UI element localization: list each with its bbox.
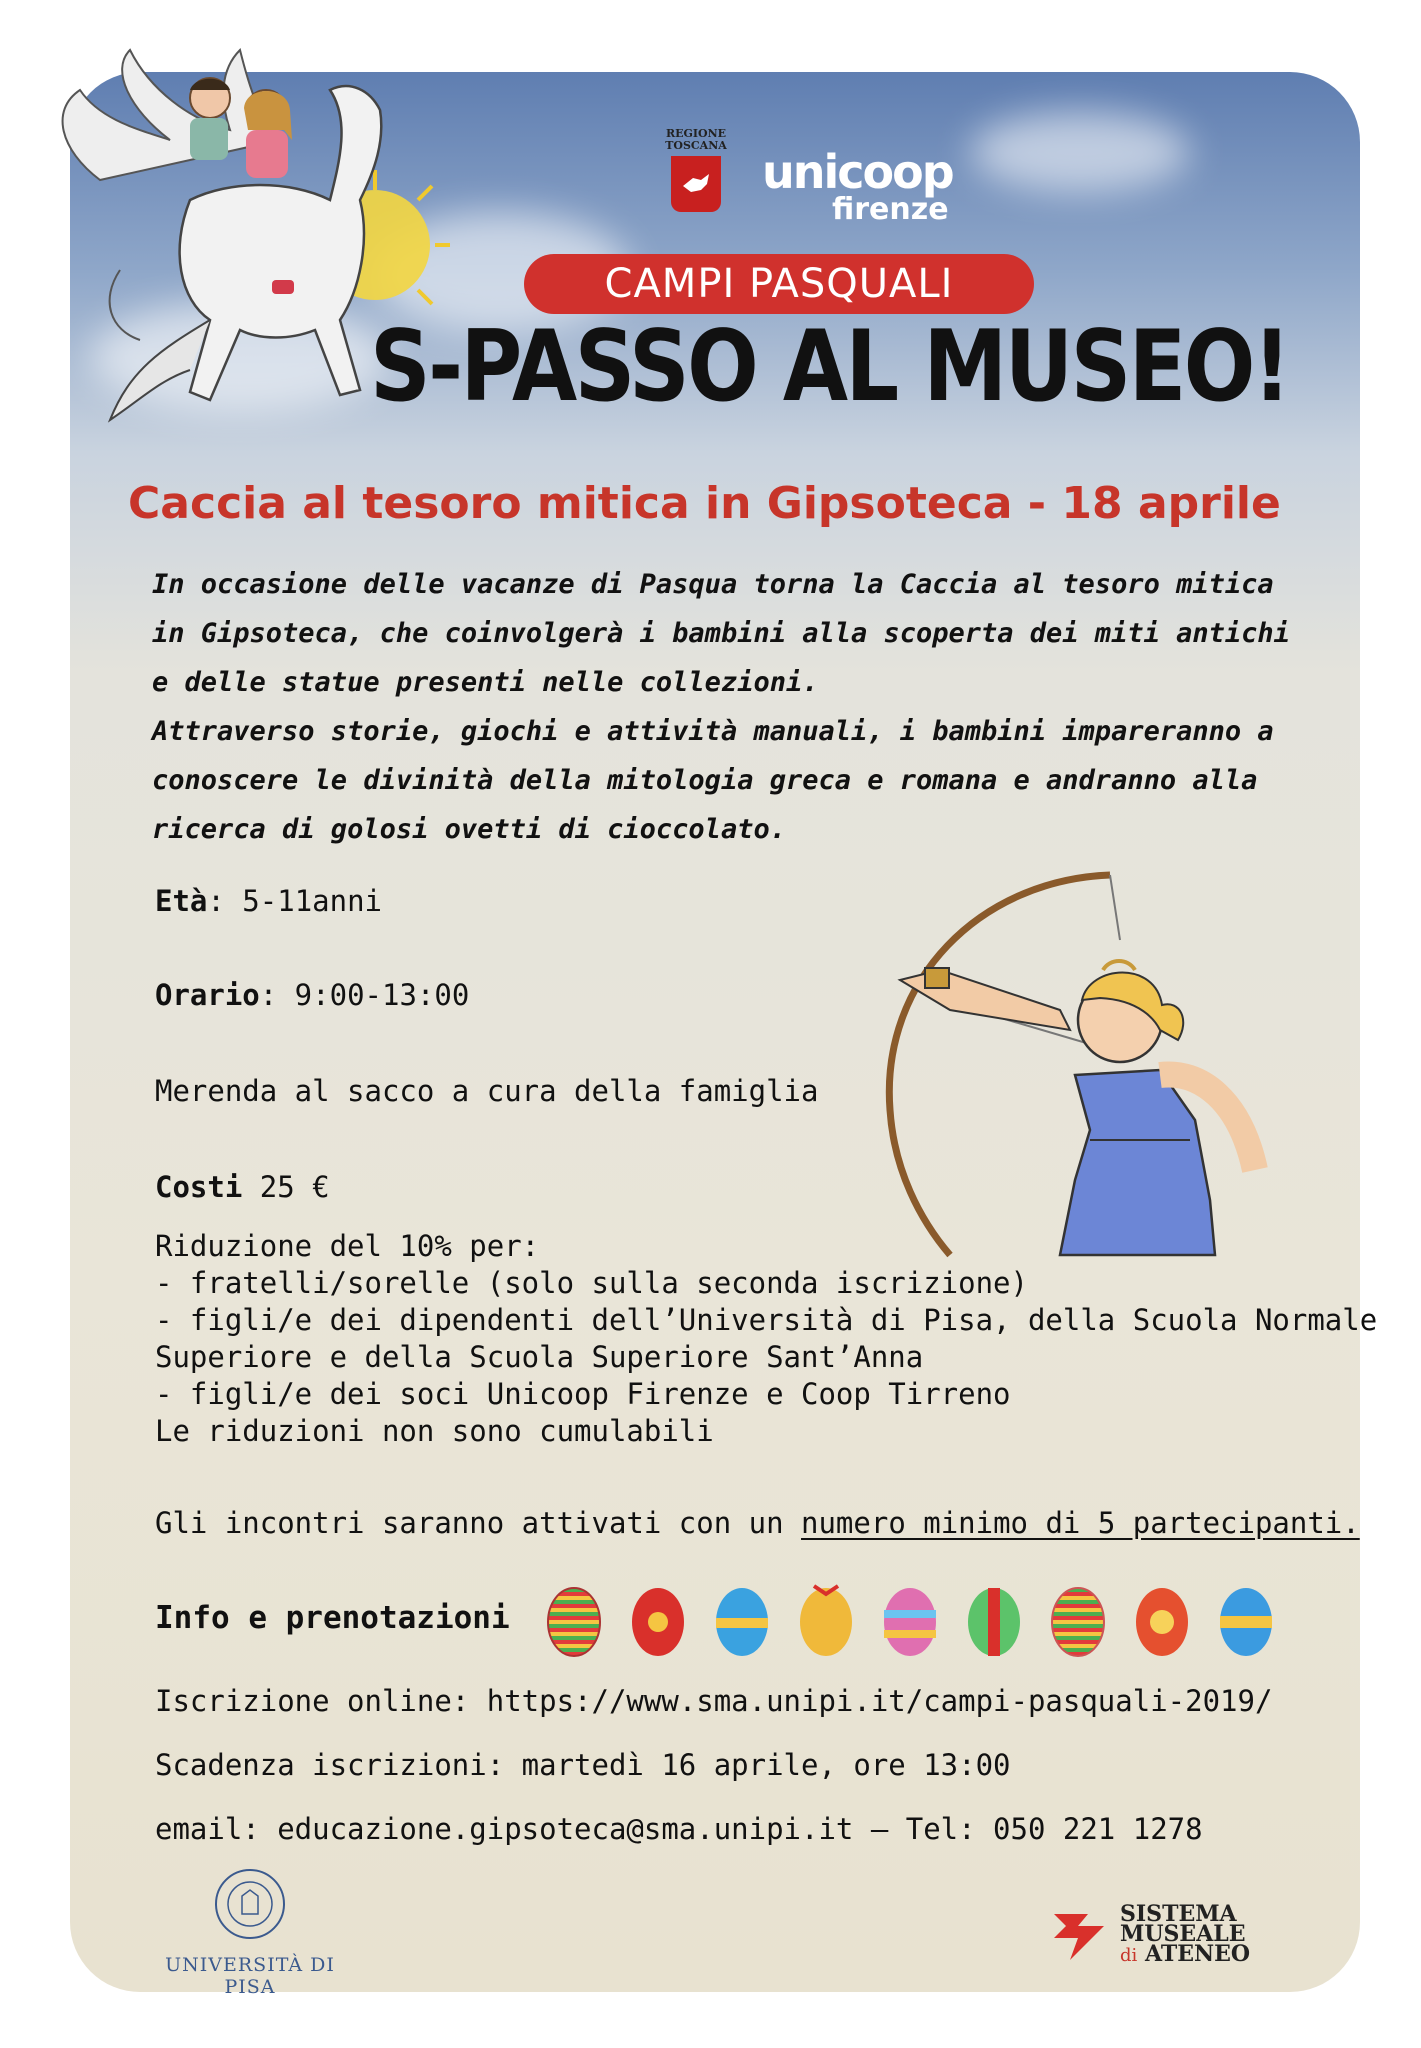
- intro-line: ricerca di golosi ovetti di cioccolato.: [152, 814, 786, 845]
- sma-line3: ATENEO: [1144, 1941, 1251, 1967]
- unicoop-logo-sub: firenze: [832, 192, 949, 227]
- minimum-prefix: Gli incontri saranno attivati con un: [155, 1506, 802, 1540]
- contact-info: email: educazione.gipsoteca@sma.unipi.it – Tel: 050 221 1278: [155, 1812, 1203, 1846]
- reduction-line: - fratelli/sorelle (solo sulla seconda iscrizione): [155, 1266, 1028, 1300]
- info-title: Info e prenotazioni: [155, 1600, 510, 1636]
- sma-line1: SISTEMA: [1120, 1901, 1237, 1927]
- event-subtitle: Caccia al tesoro mitica in Gipsoteca - 18 aprile: [128, 478, 1281, 529]
- age-label: Età: [155, 884, 208, 918]
- time-label: Orario: [155, 978, 260, 1012]
- snack-info: Merenda al sacco a cura della famiglia: [155, 1074, 819, 1108]
- unipi-name: UNIVERSITÀ DI PISA: [165, 1954, 335, 1998]
- easter-egg-icon: [716, 1588, 768, 1656]
- regione-line1: REGIONE: [665, 127, 727, 140]
- cloud: [970, 112, 1190, 192]
- easter-egg-icon: [632, 1588, 684, 1656]
- reduction-line: - figli/e dei dipendenti dell’Università di Pisa, della Scuola Normale: [155, 1303, 1378, 1337]
- intro-line: in Gipsoteca, che coinvolgerà i bambini alla scoperta dei miti antichi: [152, 618, 1290, 649]
- easter-eggs-row: [542, 1580, 1302, 1660]
- archer-goddess-illustration: [860, 870, 1280, 1260]
- campi-pasquali-badge: CAMPI PASQUALI: [524, 254, 1034, 314]
- sma-di: di: [1120, 1945, 1138, 1966]
- sma-mark-icon: [1048, 1904, 1114, 1964]
- reduction-line: Riduzione del 10% per:: [155, 1229, 540, 1263]
- intro-line: conoscere le divinità della mitologia greca e romana e andranno alla: [152, 765, 1258, 796]
- age-value: : 5-11anni: [207, 884, 382, 918]
- reductions-list: [155, 1228, 1377, 1450]
- sma-text: [1120, 1901, 1251, 1967]
- time-info: [155, 978, 469, 1012]
- easter-egg-icon: [800, 1586, 852, 1656]
- minimum-highlight: numero minimo di 5 partecipanti.: [801, 1506, 1360, 1540]
- regione-toscana-logo: [660, 128, 732, 212]
- cost-label: Costi: [155, 1170, 243, 1204]
- unipi-seal-icon: [210, 1864, 290, 1944]
- time-value: : 9:00-13:00: [259, 978, 470, 1012]
- easter-egg-icon: [548, 1588, 600, 1656]
- easter-egg-icon: [1052, 1588, 1104, 1656]
- easter-egg-icon: [968, 1588, 1020, 1656]
- regione-shield-icon: [671, 156, 721, 212]
- easter-egg-icon: [884, 1588, 936, 1656]
- intro-line: In occasione delle vacanze di Pasqua torna la Caccia al tesoro mitica: [152, 569, 1274, 600]
- reduction-line: - figli/e dei soci Unicoop Firenze e Coop Tirreno: [155, 1377, 1011, 1411]
- online-registration: Iscrizione online: https://www.sma.unipi.it/campi-pasquali-2019/: [155, 1684, 1273, 1718]
- reduction-line: Le riduzioni non sono cumulabili: [155, 1414, 714, 1448]
- university-of-pisa-logo: [150, 1864, 350, 1998]
- intro-paragraph: [152, 560, 1302, 854]
- minimum-participants-note: [155, 1506, 1360, 1540]
- easter-egg-icon: [1220, 1588, 1272, 1656]
- sma-line2: MUSEALE: [1120, 1921, 1246, 1947]
- registration-deadline: Scadenza iscrizioni: martedì 16 aprile, ore 13:00: [155, 1748, 1011, 1782]
- sistema-museale-logo: [1048, 1901, 1288, 1974]
- cost-value: 25 €: [242, 1170, 330, 1204]
- unicoop-logo: unicoop: [762, 145, 953, 199]
- cost-info: [155, 1170, 330, 1204]
- regione-line2: TOSCANA: [665, 139, 727, 152]
- intro-line: e delle statue presenti nelle collezioni.: [152, 667, 819, 698]
- reduction-line: Superiore e della Scuola Superiore Sant’Anna: [155, 1340, 924, 1374]
- page-title: S-PASSO AL MUSEO!: [370, 310, 1289, 424]
- easter-egg-icon: [1136, 1588, 1188, 1656]
- intro-line: Attraverso storie, giochi e attività manuali, i bambini impareranno a: [152, 716, 1274, 747]
- age-info: [155, 884, 382, 918]
